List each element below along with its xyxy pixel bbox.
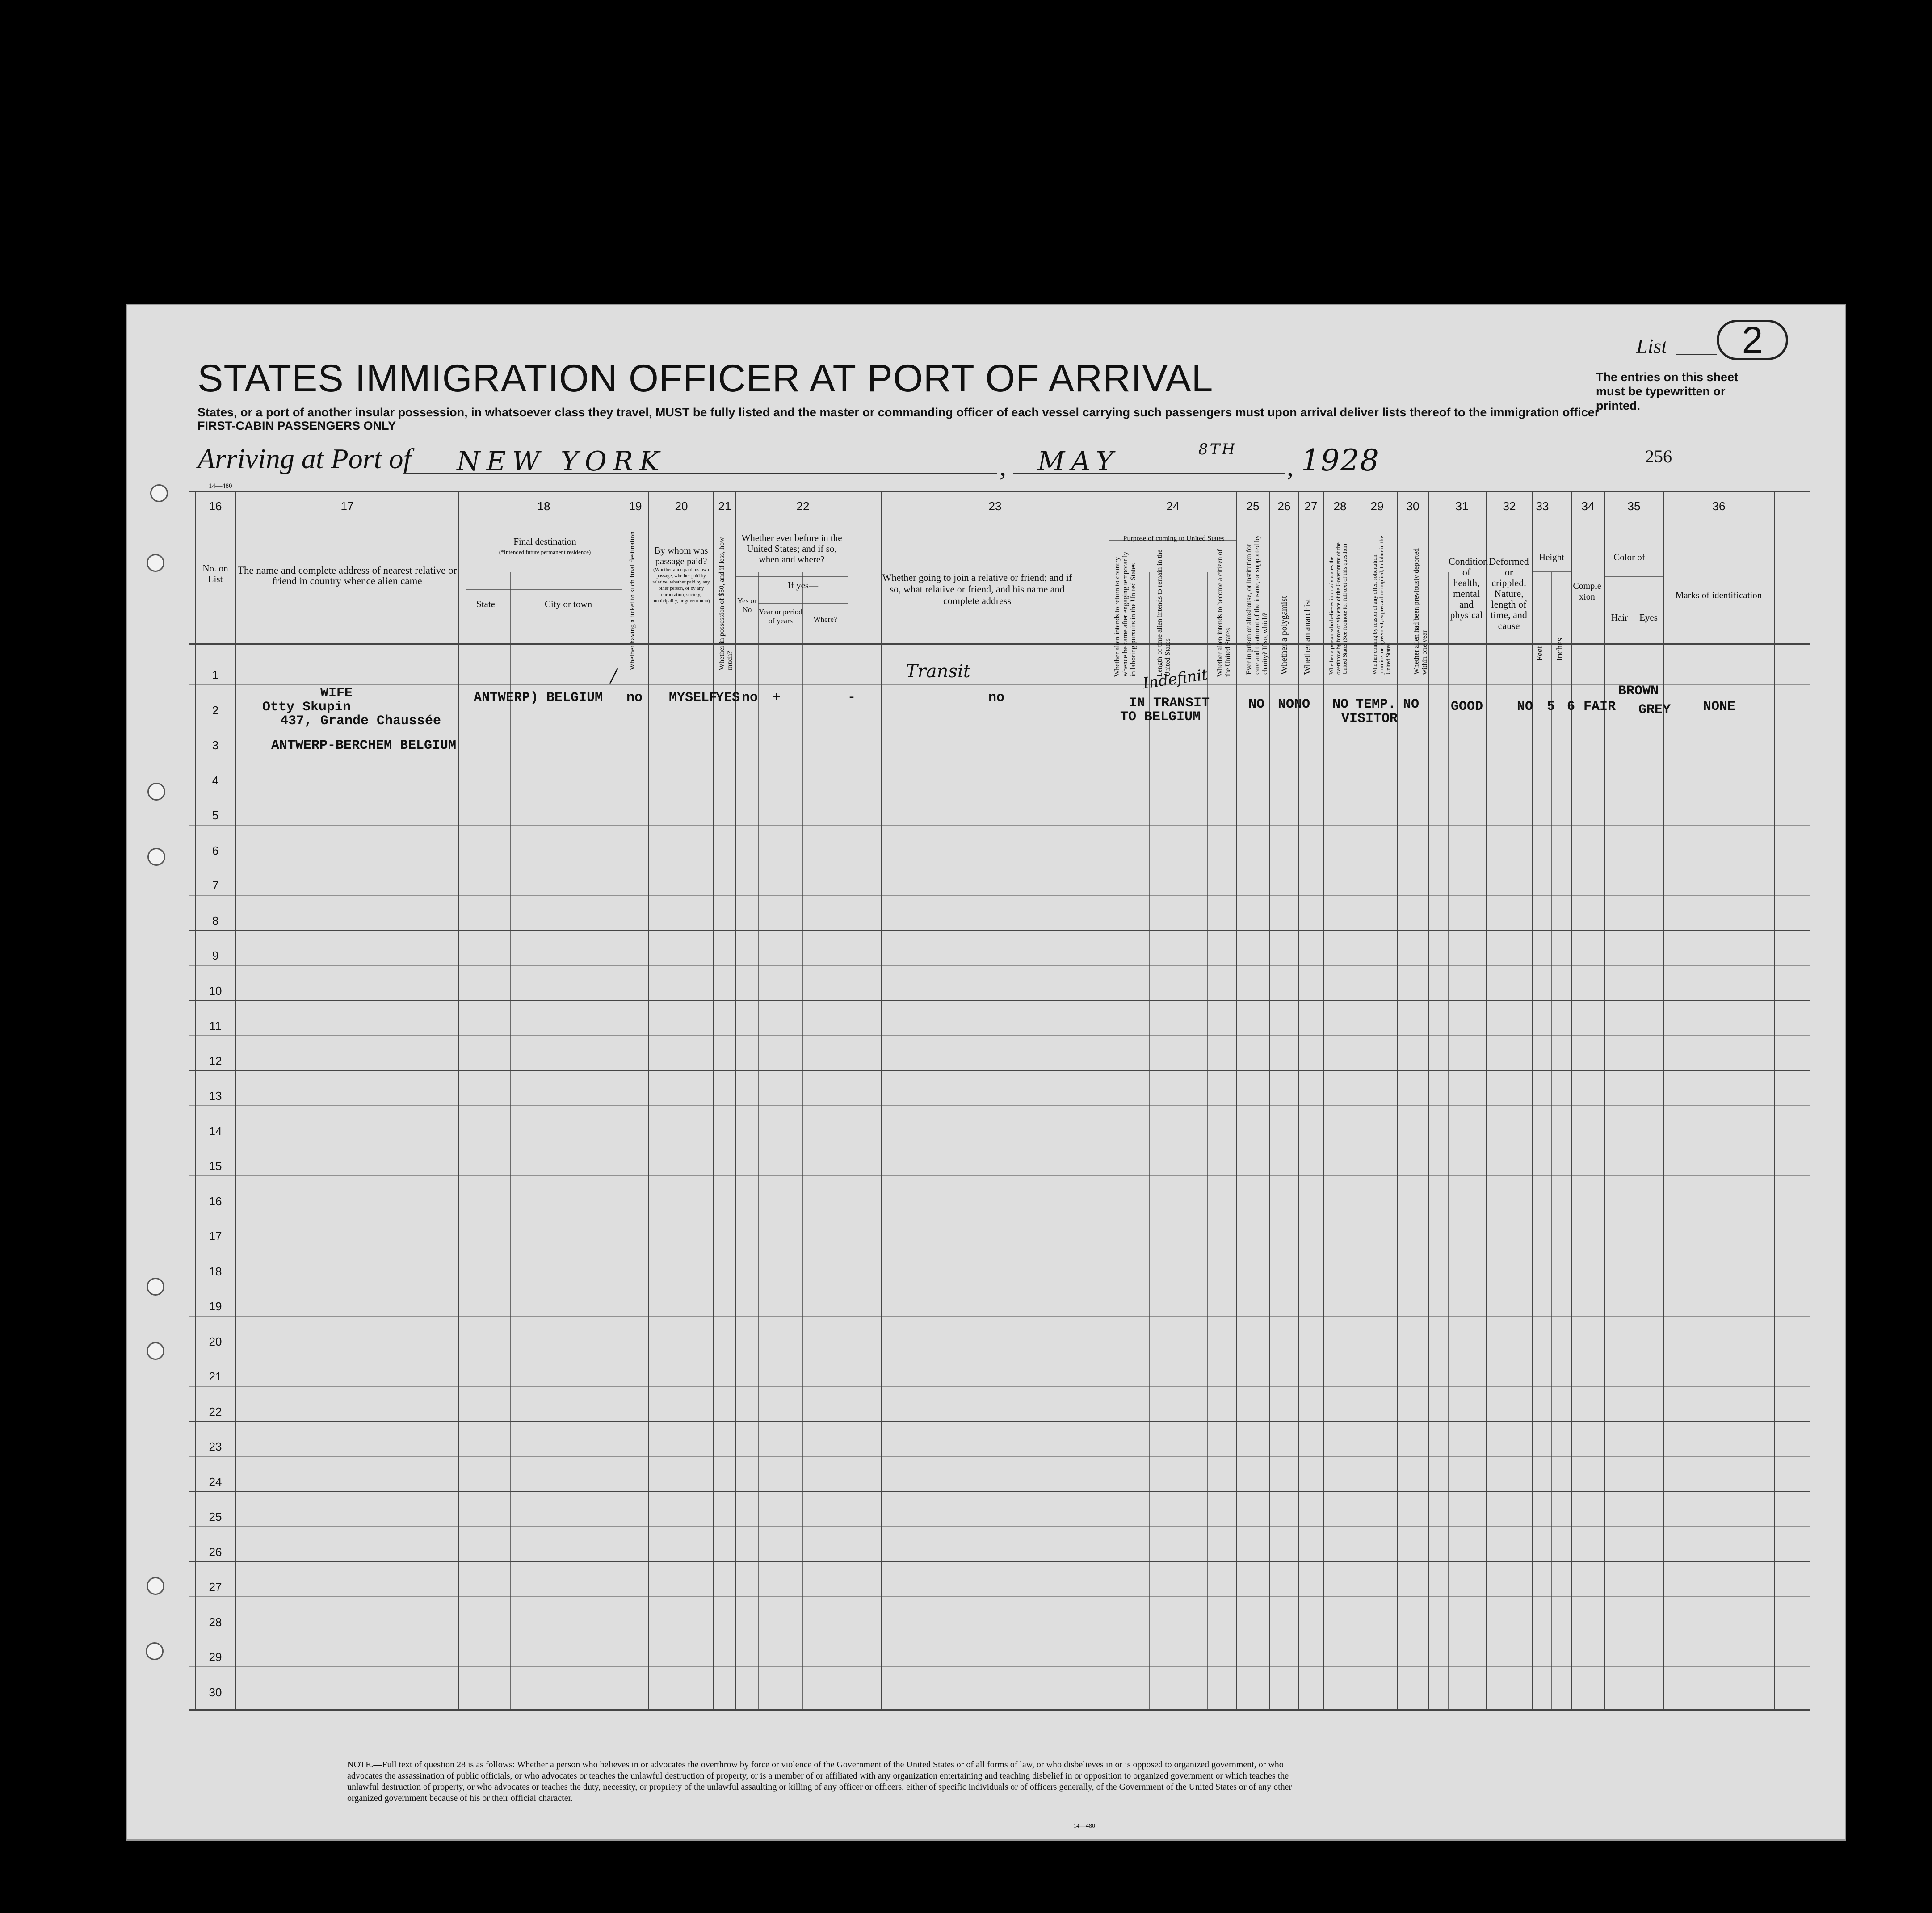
entry-passage-paid: MYSELF bbox=[669, 690, 718, 705]
row-number: 20 bbox=[209, 1334, 222, 1348]
row-number: 29 bbox=[209, 1650, 222, 1664]
col16-header: No. on List bbox=[202, 563, 228, 584]
col22-years: Year or period of years bbox=[759, 608, 802, 625]
typewritten-note-text: The entries on this sheet must be typewritten or printed. bbox=[1596, 370, 1739, 412]
col18-note: (*Intended future permanent residence) bbox=[499, 549, 591, 555]
row-number: 12 bbox=[209, 1054, 222, 1068]
sheet-stamp: 256 bbox=[1645, 446, 1672, 466]
row-number: 2 bbox=[212, 703, 219, 717]
col34-header: Complexion bbox=[1573, 581, 1601, 602]
month-value: MAY bbox=[1037, 446, 1120, 477]
entry-complexion: FAIR bbox=[1583, 699, 1616, 714]
col36-header: Marks of identification bbox=[1675, 590, 1762, 600]
entry-dest-city: ) BELGIUM bbox=[530, 690, 603, 705]
arriving-label: Arriving at Port of bbox=[197, 443, 412, 474]
entry-stay-length-1: IN TRANSIT bbox=[1129, 696, 1210, 711]
row-number: 1 bbox=[212, 668, 219, 682]
entry-eyes: GREY bbox=[1638, 702, 1671, 717]
column-number: 18 bbox=[537, 499, 550, 513]
column-number: 16 bbox=[209, 499, 222, 513]
column-number: 30 bbox=[1406, 499, 1420, 513]
row-number: 6 bbox=[212, 843, 219, 857]
comma-2: , bbox=[1287, 452, 1294, 481]
row-number: 27 bbox=[209, 1580, 222, 1594]
entry-join-relative: no bbox=[988, 690, 1005, 705]
entry-deported: NO bbox=[1403, 697, 1420, 712]
entry-relative-street: 437, Grande Chaussée bbox=[280, 713, 441, 729]
column-number: 36 bbox=[1712, 499, 1726, 513]
entry-has-50: YES bbox=[716, 690, 740, 705]
row-number: 5 bbox=[212, 809, 219, 822]
column-number: 35 bbox=[1627, 499, 1641, 513]
entry-ticket: no bbox=[626, 690, 643, 705]
col18-state: State bbox=[476, 599, 495, 609]
form-number: 14—480 bbox=[209, 482, 232, 490]
row-number: 16 bbox=[209, 1194, 222, 1208]
row-number: 26 bbox=[209, 1545, 222, 1559]
col18-city: City or town bbox=[544, 599, 592, 609]
col20-title: By whom was passage paid? bbox=[654, 545, 708, 566]
row-number: 23 bbox=[209, 1440, 222, 1453]
col21-header: Whether in possession of $50, and if less, how much? bbox=[718, 537, 734, 670]
column-number: 29 bbox=[1370, 499, 1384, 513]
footnote: NOTE.—Full text of question 28 is as follows: Whether a person who believes in or advocates the overthrow by force or violence of the Government of the United States or of all forms of law, or who disbelieves in or is opposed to organized government, or who advocates the assassination of public officials, or who advocates or teaches the unlawful destruction of property, or is a member of or affiliated with any organization entertaining and teaching disbelief in or opposition to organized government or which teaches the unlawful destruction of property, or who advocates or teaches the duty, necessity, or propriety of the unlawful assaulting or killing of any officer or officers, either of specific individuals or of officers generally, of the Government of the United States or of any other organized government because of his or their official character. bbox=[347, 1760, 1292, 1803]
row-number: 14 bbox=[209, 1124, 222, 1138]
row-number: 25 bbox=[209, 1510, 222, 1523]
port-value: NEW YORK bbox=[457, 446, 666, 477]
list-label: List bbox=[1636, 335, 1667, 357]
col29-header: Whether coming by reason of any offer, solicitation, promise, or agreement, expressed or implied, to labor in the United States bbox=[1371, 536, 1391, 675]
column-number: 17 bbox=[340, 499, 354, 513]
col35-header: Color of— bbox=[1613, 552, 1655, 562]
entry-health: GOOD bbox=[1451, 699, 1483, 714]
row-number: 3 bbox=[212, 738, 219, 752]
column-number: 33 bbox=[1536, 499, 1549, 513]
row-number: 30 bbox=[209, 1685, 222, 1699]
entry-deformed: NO bbox=[1517, 699, 1533, 714]
column-number: 25 bbox=[1246, 499, 1260, 513]
year-value: 1928 bbox=[1301, 443, 1380, 478]
row-number: 22 bbox=[209, 1405, 222, 1418]
col33-inches: Inches bbox=[1555, 638, 1565, 661]
entry-dest-state: ANTWERP bbox=[474, 690, 530, 705]
entry-overthrow: NO bbox=[1332, 697, 1349, 712]
entry-join-annotation: Transit bbox=[906, 661, 970, 682]
entry-feet: 5 bbox=[1547, 699, 1555, 714]
col24b-header: Length of time alien intends to remain in the United States bbox=[1156, 549, 1172, 677]
entry-anarchist: NO bbox=[1294, 697, 1310, 712]
row-number: 4 bbox=[212, 773, 219, 787]
entry-before-where: - bbox=[848, 690, 856, 705]
passenger-class: FIRST-CABIN PASSENGERS ONLY bbox=[197, 419, 396, 432]
col31-header: Condition of health, mental and physical bbox=[1449, 556, 1488, 621]
list-number: 2 bbox=[1717, 320, 1788, 360]
comma-1: , bbox=[1000, 452, 1006, 481]
entry-before-years: + bbox=[773, 690, 781, 705]
column-number: 19 bbox=[629, 499, 642, 513]
column-number: 34 bbox=[1581, 499, 1595, 513]
row-number: 13 bbox=[209, 1089, 222, 1103]
entry-marks: NONE bbox=[1703, 699, 1736, 714]
row-number: 24 bbox=[209, 1475, 222, 1489]
manifest-sheet bbox=[126, 304, 1846, 1841]
col20-note: (Whether alien paid his own passage, whether paid by relative, whether paid by any other person, or by any corporation, society, municipality, or government) bbox=[652, 567, 710, 604]
col30-header: Whether alien had been previously deported within one year bbox=[1413, 548, 1428, 675]
column-number: 22 bbox=[796, 499, 810, 513]
row-number: 9 bbox=[212, 949, 219, 962]
col28-header: Whether a person who believes in or advocates the overthrow by force or violence of the Government of the United States (See footnote for full text of this question) bbox=[1328, 542, 1348, 675]
entry-before-us: no bbox=[742, 690, 758, 705]
entry-stay-length-2: TO BELGIUM bbox=[1120, 709, 1201, 725]
col22-where: Where? bbox=[813, 615, 837, 624]
col22-ifyes: If yes— bbox=[787, 580, 819, 591]
col19-header: Whether having a ticket to such final destination bbox=[629, 531, 636, 670]
entry-offer-labor-2: VISITOR bbox=[1341, 711, 1398, 726]
col23-header: Whether going to join a relative or friend; and if so, what relative or friend, and his name and complete address bbox=[882, 572, 1072, 606]
row-number: 10 bbox=[209, 984, 222, 998]
entry-hair: BROWN bbox=[1618, 684, 1659, 699]
row-number: 19 bbox=[209, 1300, 222, 1313]
column-number: 24 bbox=[1166, 499, 1180, 513]
col25-header: Ever in prison or almshouse, or institution for care and treatment of the insane, or supported by charity? If so, which? bbox=[1245, 535, 1269, 675]
col35-hair: Hair bbox=[1611, 612, 1628, 623]
col35-eyes: Eyes bbox=[1639, 612, 1658, 623]
column-number: 23 bbox=[988, 499, 1002, 513]
row-number: 7 bbox=[212, 879, 219, 892]
column-number: 32 bbox=[1503, 499, 1516, 513]
column-number: 31 bbox=[1455, 499, 1469, 513]
row-number: 28 bbox=[209, 1615, 222, 1629]
entry-relative-name: Otty Skupin bbox=[262, 700, 351, 715]
page-title: STATES IMMIGRATION OFFICER AT PORT OF ARRIVAL bbox=[197, 357, 1214, 400]
col33-feet: Feet bbox=[1535, 646, 1545, 661]
col18-title: Final destination bbox=[513, 536, 576, 547]
entry-relation: WIFE bbox=[320, 686, 353, 701]
column-number: 21 bbox=[718, 499, 731, 513]
column-number: 26 bbox=[1277, 499, 1291, 513]
row-number: 8 bbox=[212, 914, 219, 927]
checkmark: / bbox=[611, 666, 617, 686]
col17-header: The name and complete address of nearest relative or friend in country whence alien came bbox=[237, 565, 457, 587]
row-number: 11 bbox=[209, 1019, 222, 1032]
manifest-grid bbox=[126, 304, 1846, 1841]
col32-header: Deformed or crippled. Nature, length of time, and cause bbox=[1489, 556, 1529, 631]
col22-yesno: Yes or No bbox=[737, 596, 757, 614]
col20-header bbox=[649, 545, 714, 604]
footnote-form-number: 14—480 bbox=[1073, 1823, 1095, 1829]
row-number: 15 bbox=[209, 1159, 222, 1173]
col27-header: Whether an anarchist bbox=[1302, 599, 1312, 675]
col18-header bbox=[466, 536, 624, 558]
instructions-text: States, or a port of another insular possession, in whatsoever class they travel, MUST be fully listed and the master or commanding officer of each vessel carrying such passengers must upon arrival deliver lists thereof to the immigration officer bbox=[197, 406, 1600, 419]
entry-relative-city: ANTWERP-BERCHEM BELGIUM bbox=[271, 738, 457, 753]
col24-header: Purpose of coming to United States bbox=[1123, 535, 1225, 542]
row-number: 18 bbox=[209, 1264, 222, 1278]
row-number: 21 bbox=[209, 1370, 222, 1383]
column-number: 28 bbox=[1333, 499, 1347, 513]
entry-polygamist: NO bbox=[1278, 697, 1294, 712]
col22-header: Whether ever before in the United States; and if so, when and where? bbox=[741, 533, 842, 565]
entry-stay-annotation: Indefinit bbox=[1141, 666, 1209, 692]
day-value: 8TH bbox=[1198, 440, 1237, 458]
col24c-header: Whether alien intends to become a citizen of the United States bbox=[1216, 549, 1232, 677]
col26-header: Whether a polygamist bbox=[1279, 596, 1289, 675]
entry-prison: NO bbox=[1248, 697, 1265, 712]
entry-inches: 6 bbox=[1567, 699, 1575, 714]
row-number: 17 bbox=[209, 1229, 222, 1243]
column-number: 27 bbox=[1304, 499, 1318, 513]
col33-header: Height bbox=[1538, 552, 1565, 562]
col24a-header: Whether alien intends to return to country whence he came after engaging temporarily in laboring pursuits in the United States bbox=[1113, 551, 1137, 677]
column-number: 20 bbox=[675, 499, 688, 513]
entry-offer-labor-1: TEMP. bbox=[1356, 697, 1396, 712]
